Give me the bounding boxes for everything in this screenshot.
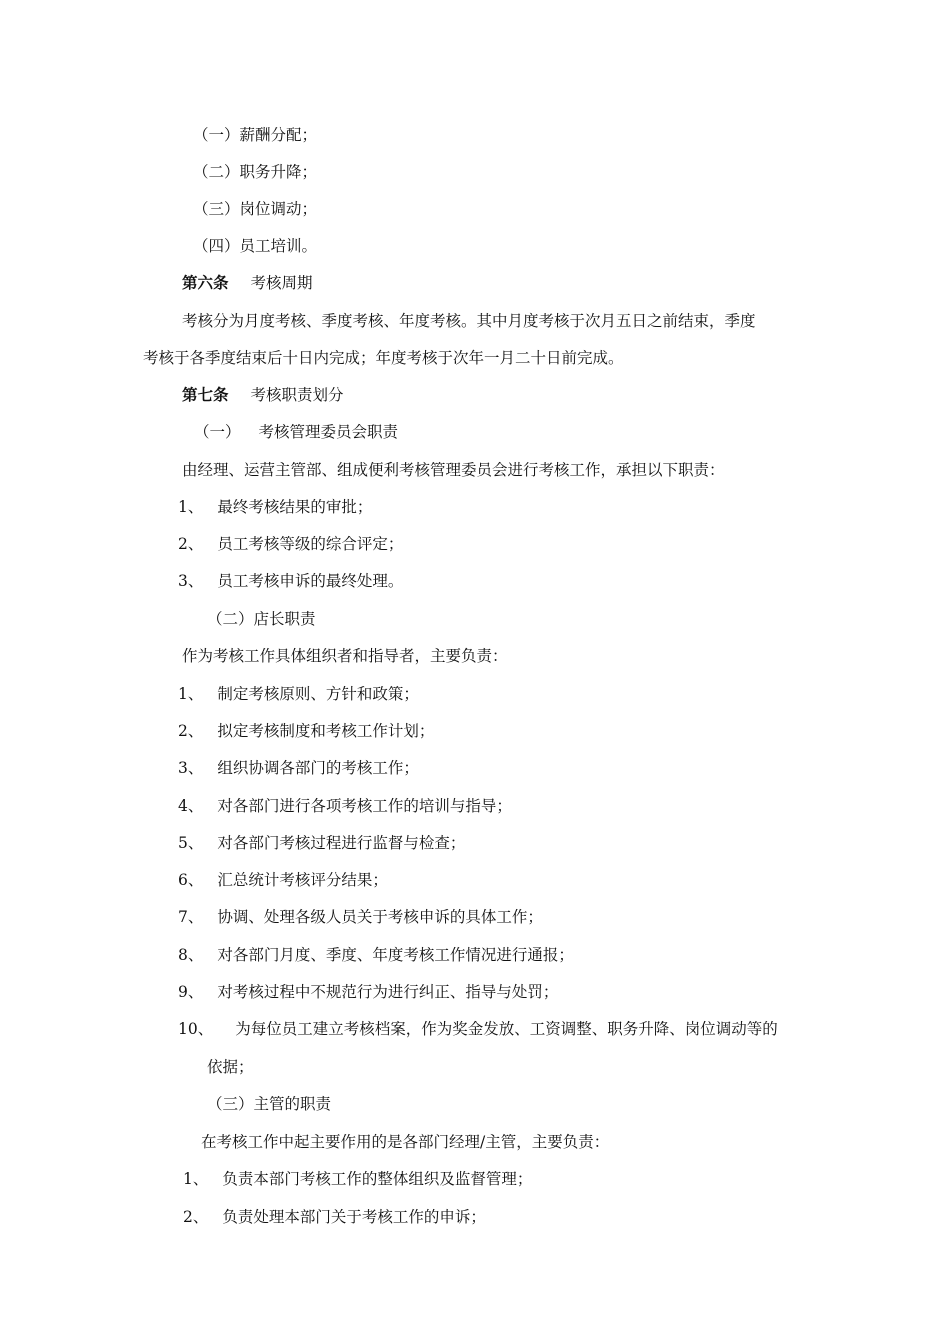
list-item-number: 4、	[178, 797, 204, 815]
section-2-heading: （二）店长职责	[207, 610, 316, 628]
section-2-intro: 作为考核工作具体组织者和指导者，主要负责：	[182, 647, 508, 665]
list-item-number: 1、	[178, 498, 204, 516]
list-item-text: 协调、处理各级人员关于考核申诉的具体工作；	[217, 908, 543, 926]
list-item-number: 3、	[178, 572, 204, 590]
list-item	[178, 721, 434, 741]
list-item-number: 2、	[178, 535, 204, 553]
section-1-intro: 由经理、运营主管部、组成便利考核管理委员会进行考核工作，承担以下职责：	[182, 461, 725, 479]
section-1-number: （一）	[194, 423, 241, 441]
list-item	[178, 870, 388, 890]
section-1-heading	[194, 422, 398, 442]
list-item-number: 1、	[183, 1170, 209, 1188]
list-item-text: 对各部门进行各项考核工作的培训与指导；	[217, 797, 512, 815]
list-item	[183, 1169, 532, 1189]
list-item	[183, 1207, 486, 1227]
list-item-transfer: （三）岗位调动；	[193, 200, 318, 218]
article-7-title: 考核职责划分	[250, 386, 344, 404]
article-7-label: 第七条	[182, 386, 229, 404]
list-item-number: 1、	[178, 685, 204, 703]
list-item-number: 5、	[178, 834, 204, 852]
list-item-number: 2、	[178, 722, 204, 740]
list-item-text: 员工考核申诉的最终处理。	[217, 572, 404, 590]
article-6-heading	[182, 273, 313, 293]
list-item-number: 8、	[178, 946, 204, 964]
list-item-salary: （一）薪酬分配；	[193, 126, 318, 144]
list-item	[178, 796, 512, 816]
list-item-text: 对各部门考核过程进行监督与检查；	[217, 834, 466, 852]
list-item	[178, 758, 419, 778]
list-item-text: 对考核过程中不规范行为进行纠正、指导与处罚；	[217, 983, 559, 1001]
list-item	[178, 571, 403, 591]
list-item	[178, 497, 372, 517]
list-item	[178, 907, 543, 927]
list-item-text: 为每位员工建立考核档案，作为奖金发放、工资调整、职务升降、岗位调动等的	[235, 1020, 778, 1038]
section-3-heading: （三）主管的职责	[207, 1095, 332, 1113]
article-7-heading	[182, 385, 344, 405]
list-item	[178, 833, 465, 853]
list-item	[178, 945, 574, 965]
article-6-title: 考核周期	[250, 274, 313, 292]
list-item-text: 对各部门月度、季度、年度考核工作情况进行通报；	[217, 946, 574, 964]
list-item	[178, 534, 403, 554]
list-item-text: 制定考核原则、方针和政策；	[217, 685, 419, 703]
list-item-10-continuation: 依据；	[207, 1058, 254, 1076]
list-item-text: 组织协调各部门的考核工作；	[217, 759, 419, 777]
list-item-number: 7、	[178, 908, 204, 926]
list-item-number: 10、	[178, 1020, 214, 1038]
list-item-number: 6、	[178, 871, 204, 889]
list-item-text: 汇总统计考核评分结果；	[217, 871, 388, 889]
list-item	[178, 684, 419, 704]
list-item-number: 9、	[178, 983, 204, 1001]
article-6-paragraph-line-1: 考核分为月度考核、季度考核、年度考核。其中月度考核于次月五日之前结束，季度	[182, 312, 756, 330]
list-item-text: 负责本部门考核工作的整体组织及监督管理；	[222, 1170, 533, 1188]
list-item-training: （四）员工培训。	[193, 237, 318, 255]
list-item-promotion: （二）职务升降；	[193, 163, 318, 181]
list-item-10	[178, 1019, 778, 1039]
list-item	[178, 982, 558, 1002]
list-item-text: 最终考核结果的审批；	[217, 498, 373, 516]
article-6-paragraph-line-2: 考核于各季度结束后十日内完成；年度考核于次年一月二十日前完成。	[143, 349, 624, 367]
list-item-text: 负责处理本部门关于考核工作的申诉；	[222, 1208, 486, 1226]
list-item-text: 拟定考核制度和考核工作计划；	[217, 722, 435, 740]
list-item-number: 3、	[178, 759, 204, 777]
list-item-text: 员工考核等级的综合评定；	[217, 535, 404, 553]
article-6-label: 第六条	[182, 274, 229, 292]
section-3-intro: 在考核工作中起主要作用的是各部门经理/主管，主要负责：	[201, 1133, 610, 1151]
section-1-title: 考核管理委员会职责	[258, 423, 399, 441]
list-item-number: 2、	[183, 1208, 209, 1226]
